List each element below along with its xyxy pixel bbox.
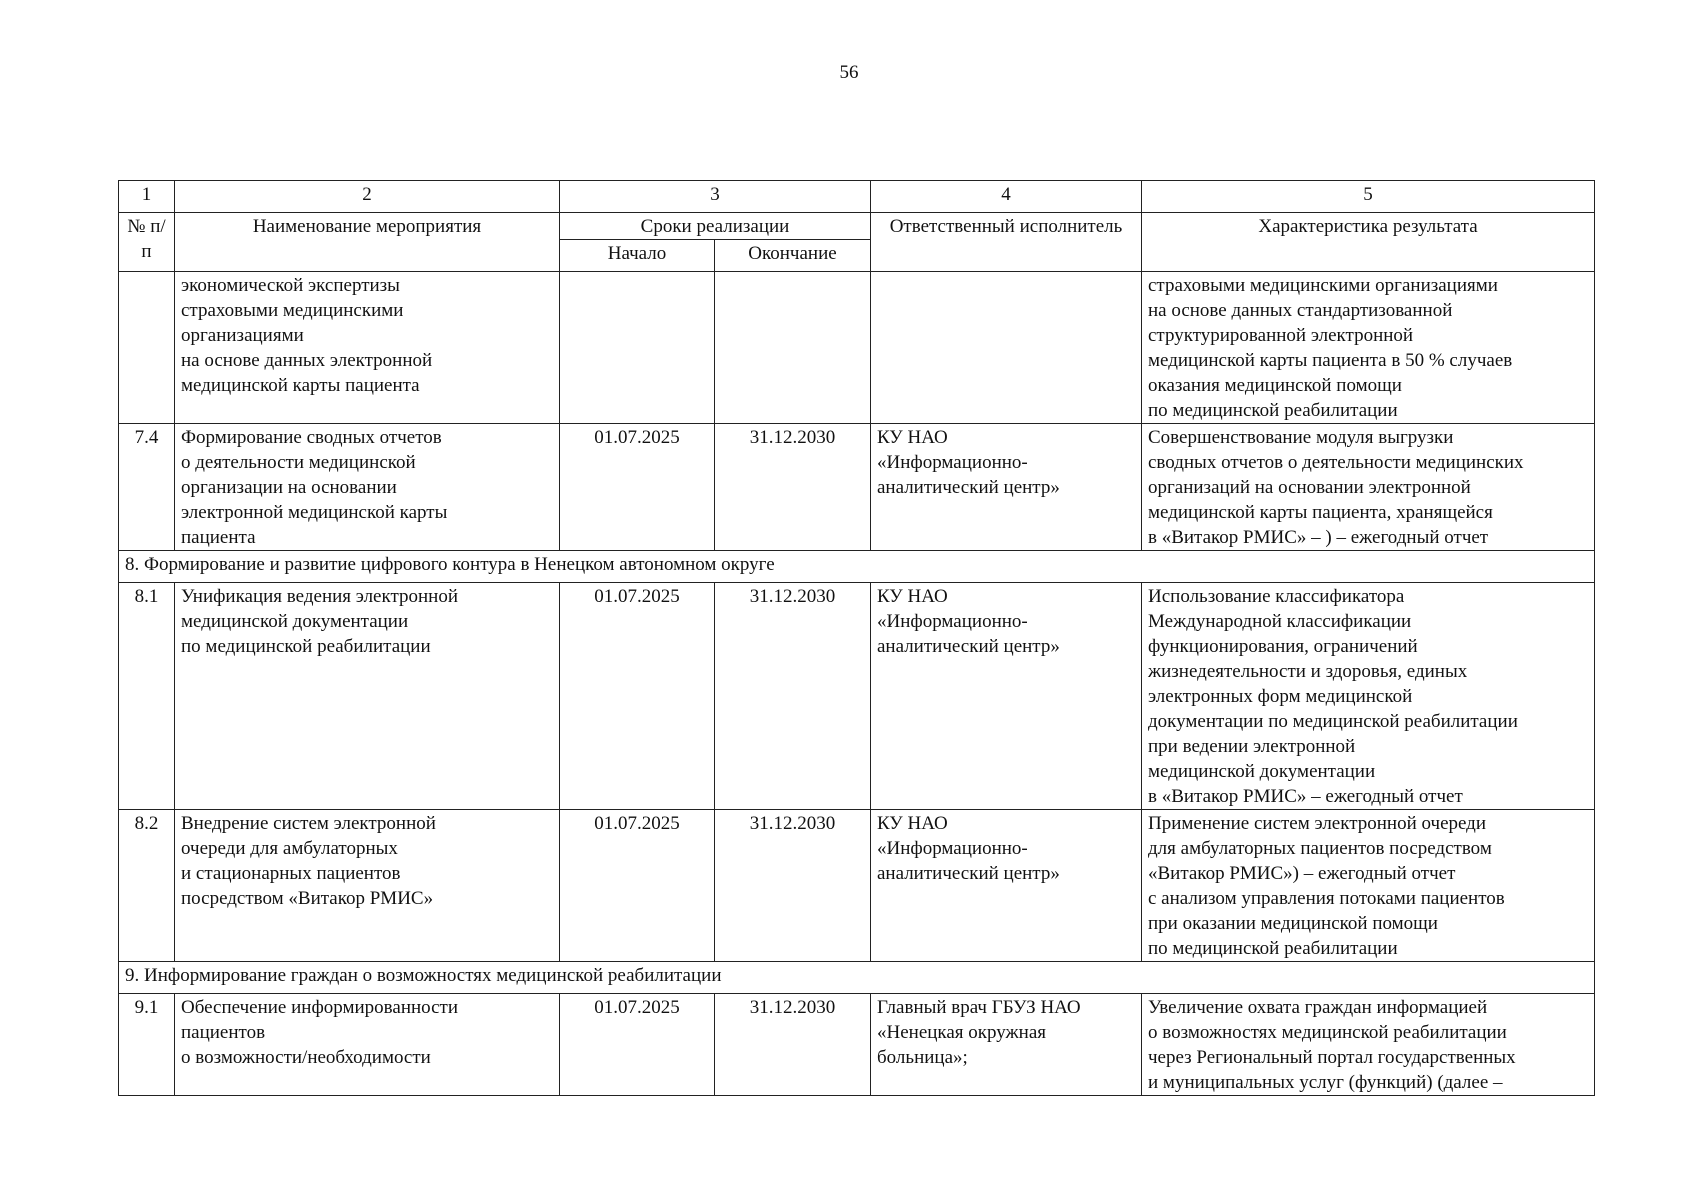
result-line: Применение систем электронной очереди (1148, 813, 1487, 834)
table-row (119, 424, 1595, 551)
activity-name-line: Обеспечение информированности (181, 997, 459, 1018)
activities-table (118, 180, 1595, 1096)
result-line: для амбулаторных пациентов посредством (1148, 838, 1492, 859)
row-number: 8.1 (119, 583, 175, 810)
activity-name-line: экономической экспертизы (181, 275, 400, 296)
activity-name-line: и стационарных пациентов (181, 863, 401, 884)
executor (871, 994, 1142, 1096)
activity-name-line: страховыми медицинскими (181, 300, 404, 321)
executor (871, 810, 1142, 962)
activity-name (175, 994, 560, 1096)
row-number: 7.4 (119, 424, 175, 551)
result-line: оказания медицинской помощи (1148, 375, 1402, 396)
row-number: 8.2 (119, 810, 175, 962)
table-row (119, 583, 1595, 810)
executor-line: КУ НАО (877, 427, 948, 448)
result (1142, 994, 1595, 1096)
result (1142, 272, 1595, 424)
column-number: 4 (871, 181, 1142, 213)
activity-name-line: на основе данных электронной (181, 350, 433, 371)
result-line: документации по медицинской реабилитации (1148, 711, 1518, 732)
executor-line: аналитический центр» (877, 477, 1060, 498)
executor (871, 272, 1142, 424)
page-number: 56 (839, 62, 859, 83)
result-line: и муниципальных услуг (функций) (далее – (1148, 1072, 1503, 1093)
result-line: функционирования, ограничений (1148, 636, 1418, 657)
rows-group-9 (119, 994, 1595, 1096)
activity-name-line: по медицинской реабилитации (181, 636, 431, 657)
result-line: электронных форм медицинской (1148, 686, 1413, 707)
activity-name-line: о деятельности медицинской (181, 452, 416, 473)
start-date (560, 272, 715, 424)
executor-line: Главный врач ГБУЗ НАО (877, 997, 1081, 1018)
activity-name-line: пациентов (181, 1022, 266, 1043)
header-start: Начало (560, 240, 715, 272)
activity-name-line: о возможности/необходимости (181, 1047, 431, 1068)
column-numbers-row (119, 181, 1595, 213)
result (1142, 810, 1595, 962)
result-line: в «Витакор РМИС» – ежегодный отчет (1148, 786, 1463, 807)
result-line: через Региональный портал государственных (1148, 1047, 1516, 1068)
result-line: Использование классификатора (1148, 586, 1405, 607)
result-line: структурированной электронной (1148, 325, 1414, 346)
result (1142, 424, 1595, 551)
result-line: организаций на основании электронной (1148, 477, 1471, 498)
column-number: 5 (1142, 181, 1595, 213)
result-line: при оказании медицинской помощи (1148, 913, 1438, 934)
end-date: 31.12.2030 (715, 424, 871, 551)
section-row (119, 551, 1595, 583)
activity-name (175, 583, 560, 810)
activity-name-line: Внедрение систем электронной (181, 813, 436, 834)
column-number: 2 (175, 181, 560, 213)
executor-line: «Информационно- (877, 611, 1028, 632)
activity-name-line: медицинской документации (181, 611, 409, 632)
result-line: на основе данных стандартизованной (1148, 300, 1453, 321)
start-date: 01.07.2025 (560, 424, 715, 551)
header-executor: Ответственный исполнитель (871, 213, 1142, 272)
result-line: Совершенствование модуля выгрузки (1148, 427, 1454, 448)
executor-line: аналитический центр» (877, 863, 1060, 884)
activity-name (175, 272, 560, 424)
executor-line: «Информационно- (877, 452, 1028, 473)
executor-line: КУ НАО (877, 813, 948, 834)
activity-name (175, 424, 560, 551)
activity-name-line: организации на основании (181, 477, 397, 498)
executor (871, 424, 1142, 551)
result-line: медицинской карты пациента, хранящейся (1148, 502, 1493, 523)
result-line: страховыми медицинскими организациями (1148, 275, 1498, 296)
header-dates: Сроки реализации (560, 213, 871, 240)
activity-name-line: посредством «Витакор РМИС» (181, 888, 434, 909)
result-line: жизнедеятельности и здоровья, единых (1148, 661, 1468, 682)
result-line: «Витакор РМИС») – ежегодный отчет (1148, 863, 1456, 884)
result-line: медицинской документации (1148, 761, 1376, 782)
section-title: 9. Информирование граждан о возможностях медицинской реабилитации (119, 962, 1595, 994)
row-number: 9.1 (119, 994, 175, 1096)
result-line: сводных отчетов о деятельности медицинских (1148, 452, 1524, 473)
table-row (119, 994, 1595, 1096)
header-name: Наименование мероприятия (175, 213, 560, 272)
rows-group-7 (119, 272, 1595, 551)
end-date: 31.12.2030 (715, 810, 871, 962)
activity-name-line: пациента (181, 527, 256, 548)
result-line: о возможностях медицинской реабилитации (1148, 1022, 1507, 1043)
header-row (119, 213, 1595, 240)
executor-line: аналитический центр» (877, 636, 1060, 657)
result-line: Международной классификации (1148, 611, 1412, 632)
section-row (119, 962, 1595, 994)
executor-line: «Информационно- (877, 838, 1028, 859)
result-line: по медицинской реабилитации (1148, 938, 1398, 959)
activity-name-line: очереди для амбулаторных (181, 838, 398, 859)
executor (871, 583, 1142, 810)
activity-name-line: Формирование сводных отчетов (181, 427, 442, 448)
result-line: медицинской карты пациента в 50 % случаев (1148, 350, 1513, 371)
activity-name-line: Унификация ведения электронной (181, 586, 459, 607)
start-date: 01.07.2025 (560, 994, 715, 1096)
header-result: Характеристика результата (1142, 213, 1595, 272)
result-line: с анализом управления потоками пациентов (1148, 888, 1505, 909)
activity-name-line: организациями (181, 325, 304, 346)
result (1142, 583, 1595, 810)
rows-group-8 (119, 583, 1595, 962)
activity-name-line: медицинской карты пациента (181, 375, 420, 396)
executor-line: «Ненецкая окружная (877, 1022, 1046, 1043)
column-number: 1 (119, 181, 175, 213)
end-date: 31.12.2030 (715, 994, 871, 1096)
table-row (119, 810, 1595, 962)
result-line: при ведении электронной (1148, 736, 1356, 757)
activity-name (175, 810, 560, 962)
section-title: 8. Формирование и развитие цифрового контура в Ненецком автономном округе (119, 551, 1595, 583)
table-row (119, 272, 1595, 424)
executor-line: больница»; (877, 1047, 968, 1068)
executor-line: КУ НАО (877, 586, 948, 607)
row-number (119, 272, 175, 424)
activity-name-line: электронной медицинской карты (181, 502, 448, 523)
result-line: по медицинской реабилитации (1148, 400, 1398, 421)
end-date: 31.12.2030 (715, 583, 871, 810)
start-date: 01.07.2025 (560, 583, 715, 810)
start-date: 01.07.2025 (560, 810, 715, 962)
header-num: № п/п (119, 213, 175, 272)
header-end: Окончание (715, 240, 871, 272)
column-number: 3 (560, 181, 871, 213)
result-line: Увеличение охвата граждан информацией (1148, 997, 1488, 1018)
end-date (715, 272, 871, 424)
result-line: в «Витакор РМИС» – ) – ежегодный отчет (1148, 527, 1489, 548)
